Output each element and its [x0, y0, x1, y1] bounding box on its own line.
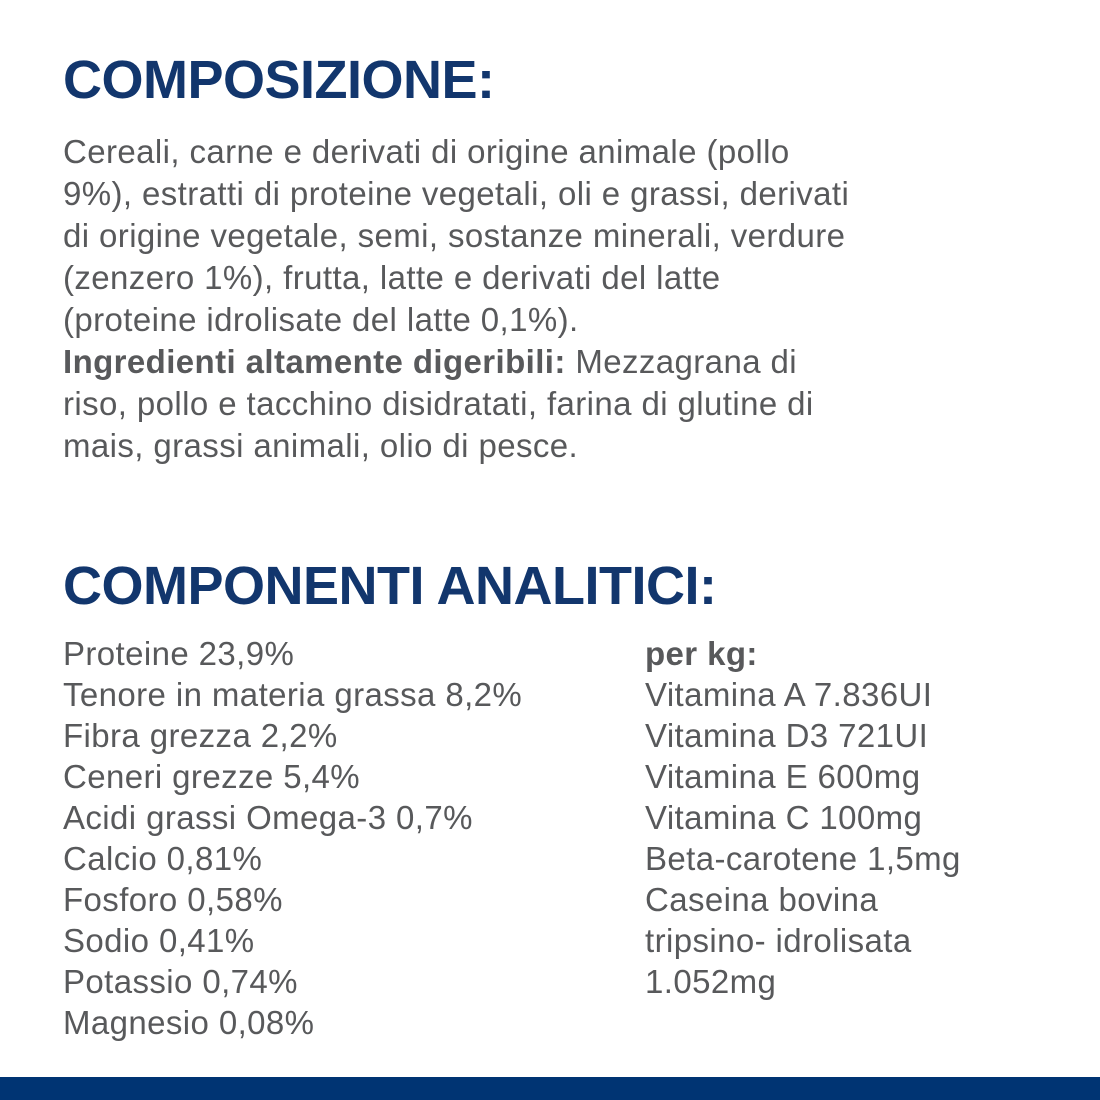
digestible-ingredients-line: mais, grassi animali, olio di pesce.: [63, 427, 579, 464]
per-kg-value: Vitamina C 100mg: [645, 799, 923, 836]
composition-paragraph: [63, 131, 1100, 467]
composition-heading: COMPOSIZIONE:: [63, 50, 495, 110]
analytical-values-list: [63, 633, 645, 1043]
per-kg-label: per kg:: [645, 635, 758, 672]
digestible-ingredients-line: [63, 341, 1100, 383]
digestible-ingredients-text: Mezzagrana di: [565, 343, 797, 380]
analytical-value: Potassio 0,74%: [63, 963, 298, 1000]
composition-line: 9%), estratti di proteine vegetali, oli e grassi, derivati: [63, 175, 850, 212]
per-kg-value: Vitamina D3 721UI: [645, 717, 929, 754]
per-kg-value: Beta-carotene 1,5mg: [645, 840, 961, 877]
composition-line: (proteine idrolisate del latte 0,1%).: [63, 301, 579, 338]
composition-line: di origine vegetale, semi, sostanze minerali, verdure: [63, 217, 846, 254]
analytical-value: Fosforo 0,58%: [63, 881, 283, 918]
per-kg-value: Caseina bovina: [645, 881, 879, 918]
per-kg-value: Vitamina A 7.836UI: [645, 676, 933, 713]
per-kg-value: tripsino- idrolisata: [645, 922, 912, 959]
footer-brand-bar: [0, 1077, 1100, 1100]
analytical-components-heading: COMPONENTI ANALITICI:: [63, 556, 717, 616]
analytical-value: Magnesio 0,08%: [63, 1004, 315, 1041]
analytical-value: Sodio 0,41%: [63, 922, 255, 959]
analytical-value: Acidi grassi Omega-3 0,7%: [63, 799, 473, 836]
per-kg-value: Vitamina E 600mg: [645, 758, 921, 795]
analytical-value: Ceneri grezze 5,4%: [63, 758, 361, 795]
digestible-ingredients-line: riso, pollo e tacchino disidratati, farina di glutine di: [63, 385, 814, 422]
analytical-value: Fibra grezza 2,2%: [63, 717, 338, 754]
analytical-value: Calcio 0,81%: [63, 840, 263, 877]
digestible-ingredients-label: Ingredienti altamente digeribili:: [63, 343, 566, 380]
analytical-components-columns: [63, 633, 1100, 1043]
per-kg-list: [645, 633, 961, 1043]
per-kg-value: 1.052mg: [645, 963, 777, 1000]
composition-line: Cereali, carne e derivati di origine animale (pollo: [63, 133, 790, 170]
analytical-value: Tenore in materia grassa 8,2%: [63, 676, 523, 713]
analytical-value: Proteine 23,9%: [63, 635, 295, 672]
composition-line: (zenzero 1%), frutta, latte e derivati del latte: [63, 259, 721, 296]
